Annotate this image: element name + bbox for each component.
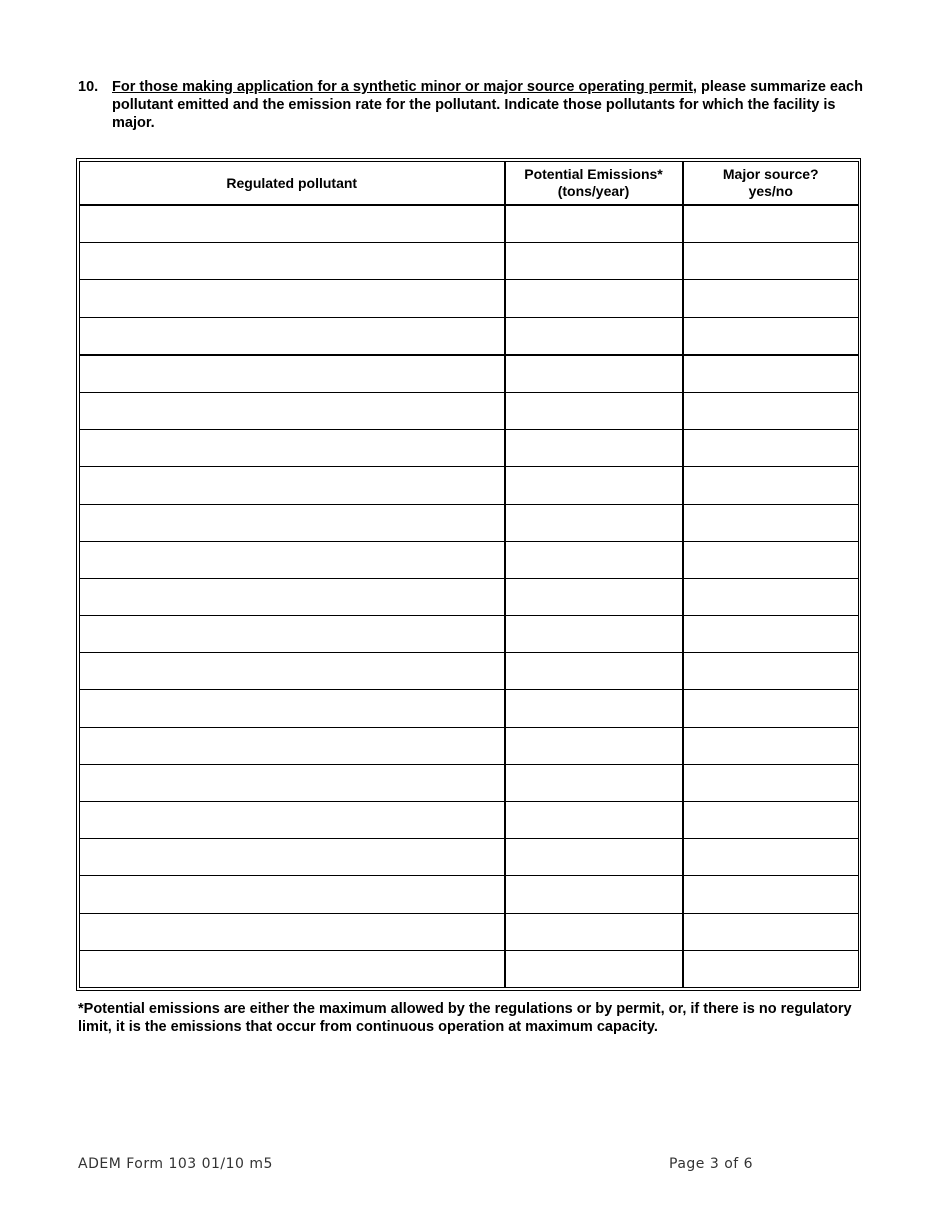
- table-row: [80, 205, 859, 243]
- header-major-source: Major source? yes/no: [683, 162, 859, 206]
- pollutant-cell[interactable]: [80, 467, 505, 504]
- pollutant-cell[interactable]: [80, 727, 505, 764]
- major-source-cell[interactable]: [683, 950, 859, 987]
- pollutant-cell[interactable]: [80, 280, 505, 317]
- pollutant-cell[interactable]: [80, 653, 505, 690]
- emissions-cell[interactable]: [505, 727, 683, 764]
- table-row: [80, 690, 859, 727]
- major-source-cell[interactable]: [683, 578, 859, 615]
- question-text: [112, 78, 878, 132]
- question-underlined-lead: For those making application for a synthetic minor or major source operating permit: [112, 79, 693, 95]
- question-number: 10.: [78, 79, 99, 95]
- table-row: [80, 802, 859, 839]
- emissions-cell[interactable]: [505, 839, 683, 876]
- form-id: ADEM Form 103 01/10 m5: [78, 1156, 273, 1172]
- pollutant-cell[interactable]: [80, 802, 505, 839]
- pollutant-cell[interactable]: [80, 950, 505, 987]
- table-row: [80, 243, 859, 280]
- major-source-cell[interactable]: [683, 653, 859, 690]
- major-source-cell[interactable]: [683, 764, 859, 801]
- emissions-cell[interactable]: [505, 280, 683, 317]
- table-row: [80, 280, 859, 317]
- pollutant-cell[interactable]: [80, 355, 505, 393]
- pollutant-cell[interactable]: [80, 392, 505, 429]
- emissions-cell[interactable]: [505, 392, 683, 429]
- table-row: [80, 764, 859, 801]
- table-row: [80, 430, 859, 467]
- pollutant-cell[interactable]: [80, 764, 505, 801]
- major-source-cell[interactable]: [683, 243, 859, 280]
- major-source-cell[interactable]: [683, 355, 859, 393]
- emissions-cell[interactable]: [505, 950, 683, 987]
- table-row: [80, 392, 859, 429]
- table-row: [80, 317, 859, 355]
- major-source-cell[interactable]: [683, 317, 859, 355]
- table-row: [80, 913, 859, 950]
- pollutant-cell[interactable]: [80, 205, 505, 243]
- header-potential-emissions: Potential Emissions* (tons/year): [505, 162, 683, 206]
- major-source-cell[interactable]: [683, 541, 859, 578]
- table-row: [80, 653, 859, 690]
- emissions-cell[interactable]: [505, 653, 683, 690]
- footnote: *Potential emissions are either the maximum allowed by the regulations or by permit, or, if there is no regulatory limit, it is the emissions that occur from continuous operation at maximum capacity.: [78, 1001, 852, 1035]
- emissions-cell[interactable]: [505, 690, 683, 727]
- pollutant-cell[interactable]: [80, 839, 505, 876]
- page-number: Page 3 of 6: [669, 1156, 754, 1172]
- pollutant-table-frame: [76, 158, 861, 991]
- table-row: [80, 467, 859, 504]
- emissions-cell[interactable]: [505, 802, 683, 839]
- table-row: [80, 355, 859, 393]
- pollutant-cell[interactable]: [80, 616, 505, 653]
- emissions-cell[interactable]: [505, 430, 683, 467]
- emissions-cell[interactable]: [505, 616, 683, 653]
- emissions-cell[interactable]: [505, 876, 683, 913]
- emissions-cell[interactable]: [505, 578, 683, 615]
- major-source-cell[interactable]: [683, 430, 859, 467]
- major-source-cell[interactable]: [683, 913, 859, 950]
- emissions-cell[interactable]: [505, 504, 683, 541]
- major-source-cell[interactable]: [683, 392, 859, 429]
- pollutant-cell[interactable]: [80, 430, 505, 467]
- table-row: [80, 727, 859, 764]
- table-row: [80, 616, 859, 653]
- major-source-cell[interactable]: [683, 802, 859, 839]
- table-body: [80, 205, 859, 988]
- table-row: [80, 876, 859, 913]
- major-source-cell[interactable]: [683, 504, 859, 541]
- table-row: [80, 950, 859, 987]
- table-row: [80, 541, 859, 578]
- major-source-cell[interactable]: [683, 616, 859, 653]
- pollutant-cell[interactable]: [80, 913, 505, 950]
- pollutant-table: [79, 161, 859, 988]
- pollutant-cell[interactable]: [80, 317, 505, 355]
- emissions-cell[interactable]: [505, 913, 683, 950]
- header-regulated-pollutant: Regulated pollutant: [80, 162, 505, 206]
- pollutant-cell[interactable]: [80, 578, 505, 615]
- emissions-cell[interactable]: [505, 764, 683, 801]
- emissions-cell[interactable]: [505, 541, 683, 578]
- major-source-cell[interactable]: [683, 205, 859, 243]
- major-source-cell[interactable]: [683, 280, 859, 317]
- table-row: [80, 504, 859, 541]
- table-row: [80, 578, 859, 615]
- question-rest: , please summarize each pollutant emitted and the emission rate for the pollutant. Indicate those pollutants for which the facility is major.: [112, 79, 863, 131]
- emissions-cell[interactable]: [505, 205, 683, 243]
- emissions-cell[interactable]: [505, 317, 683, 355]
- major-source-cell[interactable]: [683, 839, 859, 876]
- major-source-cell[interactable]: [683, 467, 859, 504]
- pollutant-cell[interactable]: [80, 504, 505, 541]
- major-source-cell[interactable]: [683, 690, 859, 727]
- emissions-cell[interactable]: [505, 243, 683, 280]
- table-row: [80, 839, 859, 876]
- major-source-cell[interactable]: [683, 727, 859, 764]
- pollutant-cell[interactable]: [80, 876, 505, 913]
- emissions-cell[interactable]: [505, 467, 683, 504]
- table-header-row: [80, 162, 859, 206]
- question-10: [78, 78, 878, 132]
- emissions-cell[interactable]: [505, 355, 683, 393]
- pollutant-cell[interactable]: [80, 243, 505, 280]
- pollutant-cell[interactable]: [80, 690, 505, 727]
- pollutant-cell[interactable]: [80, 541, 505, 578]
- major-source-cell[interactable]: [683, 876, 859, 913]
